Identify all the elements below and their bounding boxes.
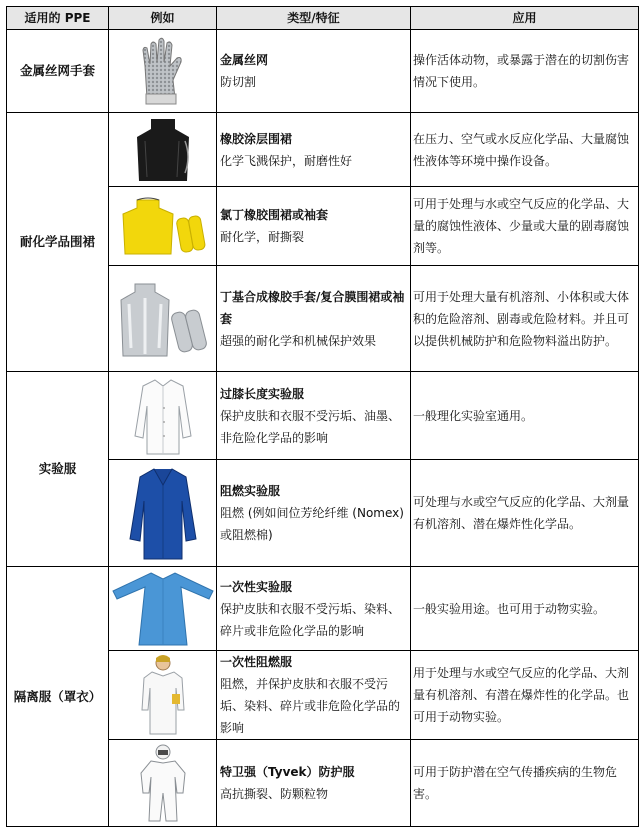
type-title: 金属丝网 [220,53,269,67]
laminate-apron-sleeves-icon [115,278,211,360]
example-cell [109,30,217,113]
example-cell [109,372,217,460]
type-desc: 保护皮肤和衣服不受污垢、染料、碎片或非危险化学品的影响 [220,601,401,638]
header-example: 例如 [109,7,217,30]
example-cell [109,651,217,740]
type-cell [217,372,411,460]
type-cell [217,460,411,567]
type-cell [217,30,411,113]
application-cell: 用于处理与水或空气反应的化学品、大剂量有机溶剂、有潜在爆炸性的化学品。也可用于动物实验。 [411,651,639,740]
type-desc: 防切割 [220,75,257,89]
application-cell: 一般实验用途。也可用于动物实验。 [411,567,639,651]
type-title: 丁基合成橡胶手套/复合膜围裙或袖套 [220,289,405,326]
white-lab-coat-icon [133,376,193,456]
example-cell [109,460,217,567]
tyvek-suit-icon [135,743,191,823]
type-title: 一次性实验服 [220,579,293,594]
type-cell [217,113,411,187]
application-cell: 一般理化实验室通用。 [411,372,639,460]
type-desc: 超强的耐化学和机械保护效果 [220,333,377,348]
example-cell [109,187,217,266]
type-title: 橡胶涂层围裙 [220,131,293,146]
example-cell [109,740,217,827]
header-type: 类型/特征 [217,7,411,30]
category-cell: 实验服 [7,372,109,567]
type-title: 一次性阻燃服 [220,655,293,669]
blue-lab-coat-icon [128,465,198,561]
type-desc: 耐化学，耐撕裂 [220,230,305,244]
neoprene-apron-sleeves-icon [115,196,211,256]
application-cell: 在压力、空气或水反应化学品、大量腐蚀性液体等环境中操作设备。 [411,113,639,187]
type-desc: 高抗撕裂、防颗粒物 [220,787,329,801]
category-cell: 金属丝网手套 [7,30,109,113]
table-row [7,30,639,113]
header-application: 应用 [411,7,639,30]
application-cell: 可用于处理与水或空气反应的化学品、大量的腐蚀性液体、少量或大量的剧毒腐蚀剂等。 [411,187,639,266]
type-title: 特卫强（Tyvek）防护服 [220,765,355,779]
category-cell: 隔离服（罩衣） [7,567,109,827]
table-row [7,567,639,651]
application-cell: 可用于防护潜在空气传播疾病的生物危害。 [411,740,639,827]
ppe-table [6,6,639,827]
application-cell: 可处理与水或空气反应的化学品、大剂量有机溶剂、潜在爆炸性化学品。 [411,460,639,567]
type-cell [217,187,411,266]
type-desc: 阻燃 (例如间位芳纶纤维 (Nomex) 或阻燃棉) [220,506,404,542]
type-cell [217,651,411,740]
metal-mesh-glove-icon [135,36,191,106]
disposable-gown-icon [111,571,215,647]
type-cell [217,740,411,827]
table-row [7,113,639,187]
example-cell [109,567,217,651]
application-cell: 操作活体动物，或暴露于潜在的切割伤害情况下使用。 [411,30,639,113]
type-title: 氯丁橡胶围裙或袖套 [220,208,329,222]
header-row [7,7,639,30]
type-desc: 保护皮肤和衣服不受污垢、油墨、非危险化学品的影响 [220,408,401,445]
fr-disposable-coat-icon [138,654,188,736]
type-desc: 化学飞溅保护，耐磨性好 [220,153,353,168]
type-title: 阻燃实验服 [220,484,281,498]
table-row [7,372,639,460]
type-title: 过膝长度实验服 [220,386,305,401]
rubber-apron-icon [133,117,193,183]
example-cell [109,113,217,187]
category-cell: 耐化学品围裙 [7,113,109,372]
type-cell [217,567,411,651]
type-desc: 阻燃，并保护皮肤和衣服不受污垢、染料、碎片或非危险化学品的影响 [220,677,401,735]
application-cell: 可用于处理大量有机溶剂、小体积或大体积的危险溶剂、剧毒或危险材料。并且可以提供机械防护和危险物料溢出防护。 [411,266,639,372]
type-cell [217,266,411,372]
example-cell [109,266,217,372]
header-ppe: 适用的 PPE [7,7,109,30]
